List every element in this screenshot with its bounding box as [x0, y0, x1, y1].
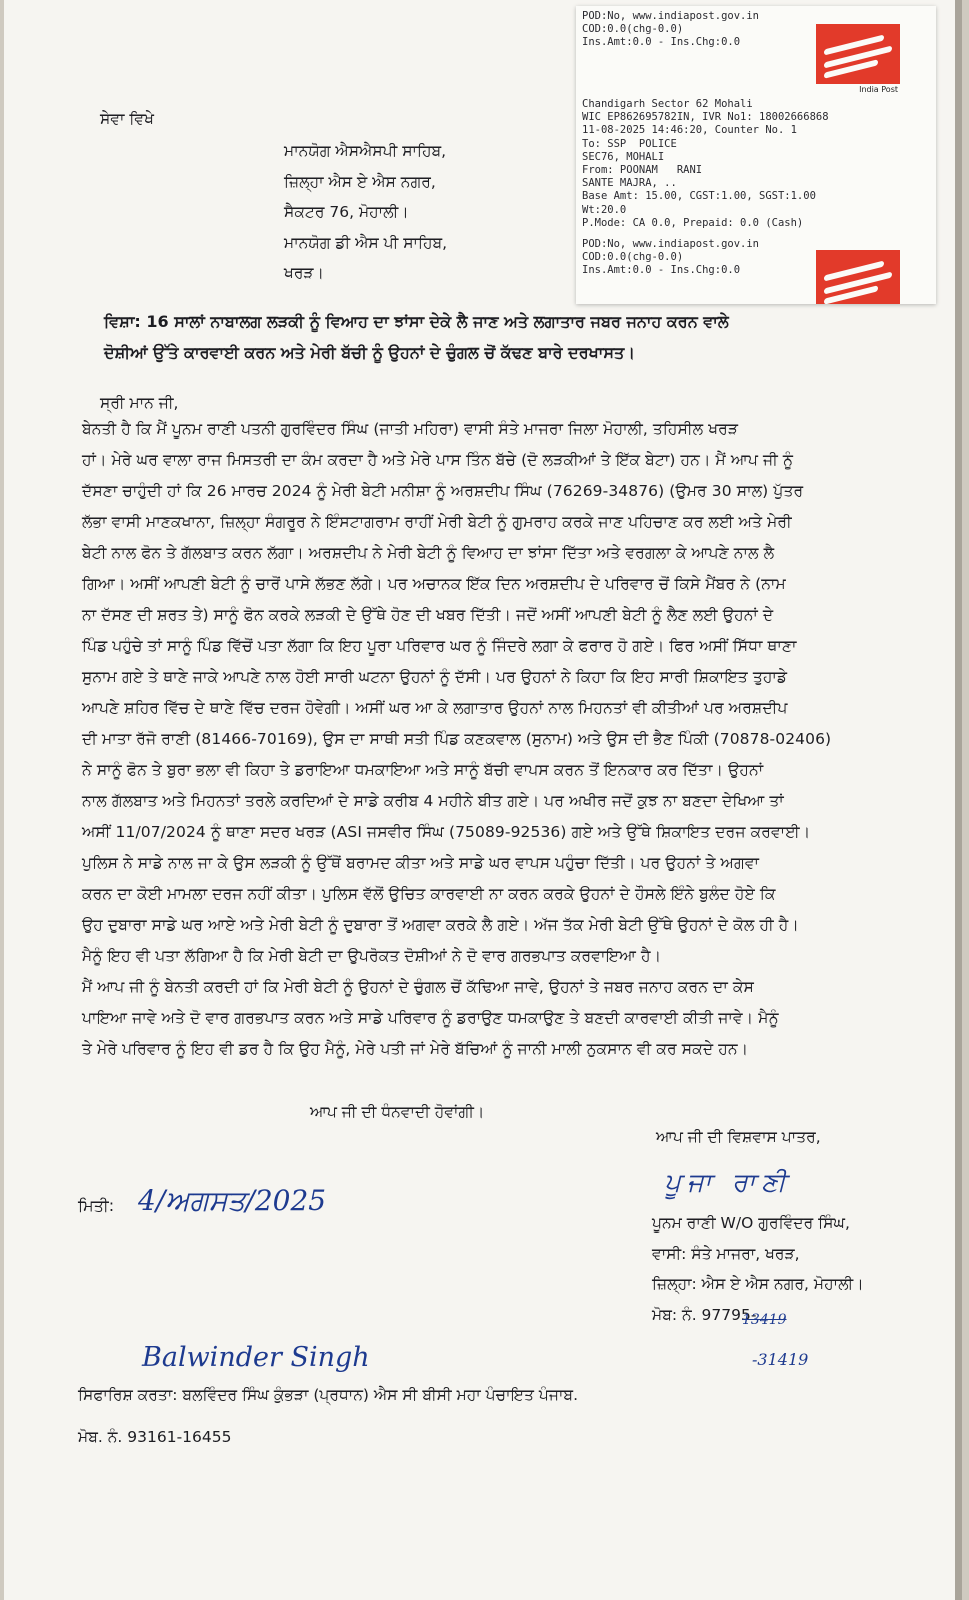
receipt-line: COD:0.0(chg-0.0) — [582, 23, 684, 36]
phone-struck-digits: 13419 — [742, 1312, 787, 1328]
body-line: ਦੱਸਣਾ ਚਾਹੁੰਦੀ ਹਾਂ ਕਿ 26 ਮਾਰਚ 2024 ਨੂੰ ਮੇਰੀ ਬੇਟੀ ਮਨੀਸ਼ਾ ਨੂੰ ਅਰਸ਼ਦੀਪ ਸਿੰਘ (76269-34876) (ਉਮਰ 30 ਸਾਲ) ਪੁੱਤਰ — [82, 482, 804, 500]
receipt-bottom-block — [582, 238, 759, 278]
body-line: ਲੱਭਾ ਵਾਸੀ ਮਾਣਕਖਾਨਾ, ਜ਼ਿਲ੍ਹਾ ਸੰਗਰੂਰ ਨੇ ਇੰਸਟਾਗਰਾਮ ਰਾਹੀਂ ਮੇਰੀ ਬੇਟੀ ਨੂੰ ਗੁਮਰਾਹ ਕਰਕੇ ਜਾਣ ਪਹਿਚਾਣ ਕਰ ਲਈ ਅਤੇ ਮੇਰੀ — [82, 513, 792, 531]
body-line: ਕਰਨ ਦਾ ਕੋਈ ਮਾਮਲਾ ਦਰਜ ਨਹੀਂ ਕੀਤਾ। ਪੁਲਿਸ ਵੱਲੋਂ ਉਚਿਤ ਕਾਰਵਾਈ ਨਾ ਕਰਨ ਕਰਕੇ ਉਹਨਾਂ ਦੇ ਹੌਸਲੇ ਇੰਨੇ ਬੁਲੰਦ ਹੋਏ ਕਿ — [82, 885, 776, 903]
body-line: ਬੇਨਤੀ ਹੈ ਕਿ ਮੈਂ ਪੂਨਮ ਰਾਣੀ ਪਤਨੀ ਗੁਰਵਿੰਦਰ ਸਿੰਘ (ਜਾਤੀ ਮਹਿਰਾ) ਵਾਸੀ ਸੰਤੇ ਮਾਜਰਾ ਜਿਲਾ ਮੋਹਾਲੀ, ਤਹਿਸੀਲ ਖਰੜ — [82, 420, 739, 438]
receipt-line: Chandigarh Sector 62 Mohali — [582, 98, 753, 110]
body-line: ਨੇ ਸਾਨੂੰ ਫੋਨ ਤੇ ਬੁਰਾ ਭਲਾ ਵੀ ਕਿਹਾ ਤੇ ਡਰਾਇਆ ਧਮਕਾਇਆ ਅਤੇ ਸਾਨੂੰ ਬੱਚੀ ਵਾਪਸ ਕਰਨ ਤੋਂ ਇਨਕਾਰ ਕਰ ਦਿੱਤਾ। ਉਹਨਾਂ — [82, 761, 764, 779]
sender-signature: ਪੂਜਾ ਰਾਣੀ — [664, 1168, 792, 1198]
body-line: ਆਪਣੇ ਸ਼ਹਿਰ ਵਿੱਚ ਦੇ ਥਾਣੇ ਵਿੱਚ ਦਰਜ ਹੋਵੇਗੀ। ਅਸੀਂ ਘਰ ਆ ਕੇ ਲਗਾਤਾਰ ਉਹਨਾਂ ਨਾਲ ਮਿਹਨਤਾਂ ਵੀ ਕੀਤੀਆਂ ਪਰ ਅਰਸ਼ਦੀਪ — [82, 699, 788, 717]
addressee-line: ਮਾਨਯੋਗ ਡੀ ਐਸ ਪੀ ਸਾਹਿਬ, — [284, 233, 448, 252]
receipt-line: From: POONAM RANI — [582, 164, 703, 177]
page-edge-shadow — [955, 0, 962, 1600]
india-post-logo — [816, 24, 900, 96]
sender-line: ਮੋਬ: ਨੰ. 97795- — [652, 1305, 757, 1324]
receipt-line: Wt:20.0 — [582, 203, 627, 216]
body-line: ਹਾਂ। ਮੇਰੇ ਘਰ ਵਾਲਾ ਰਾਜ ਮਿਸਤਰੀ ਦਾ ਕੰਮ ਕਰਦਾ ਹੈ ਅਤੇ ਮੇਰੇ ਪਾਸ ਤਿੰਨ ਬੱਚੇ (ਦੋ ਲੜਕੀਆਂ ਤੇ ਇੱਕ ਬੇਟਾ) ਹਨ। ਮੈਂ ਆਪ ਜੀ ਨੂੰ — [82, 451, 794, 469]
receipt-line: POD:No, www.indiapost.gov.in — [582, 238, 760, 250]
receipt-main-block — [582, 98, 829, 230]
body-line: ਅਸੀਂ 11/07/2024 ਨੂੰ ਥਾਣਾ ਸਦਰ ਖਰੜ (ASI ਜਸਵੀਰ ਸਿੰਘ (75089-92536) ਗਏ ਅਤੇ ਉੱਥੇ ਸ਼ਿਕਾਇਤ ਦਰਜ ਕਰਵਾਈ। — [82, 823, 811, 841]
receipt-line: SEC76, MOHALI — [582, 150, 665, 163]
addressee-line: ਸੈਕਟਰ 76, ਮੋਹਾਲੀ। — [284, 203, 409, 221]
body-line: ਗਿਆ। ਅਸੀਂ ਆਪਣੀ ਬੇਟੀ ਨੂੰ ਚਾਰੋਂ ਪਾਸੇ ਲੱਭਣ ਲੱਗੇ। ਪਰ ਅਚਾਨਕ ਇੱਕ ਦਿਨ ਅਰਸ਼ਦੀਪ ਦੇ ਪਰਿਵਾਰ ਚੋਂ ਕਿਸੇ ਮੈਂਬਰ ਨੇ (ਨਾਮ — [82, 575, 786, 593]
body-line: ਨਾਲ ਗੱਲਬਾਤ ਅਤੇ ਮਿਹਨਤਾਂ ਤਰਲੇ ਕਰਦਿਆਂ ਦੇ ਸਾਡੇ ਕਰੀਬ 4 ਮਹੀਨੇ ਬੀਤ ਗਏ। ਪਰ ਅਖੀਰ ਜਦੋਂ ਕੁਝ ਨਾ ਬਣਦਾ ਦੇਖਿਆ ਤਾਂ — [82, 792, 784, 810]
sender-line: ਪੂਨਮ ਰਾਣੀ W/O ਗੁਰਵਿੰਦਰ ਸਿੰਘ, — [652, 1214, 850, 1232]
receipt-top-block — [582, 10, 759, 50]
phone-correction: -31419 — [752, 1350, 809, 1369]
receipt-line: To: SSP POLICE — [582, 137, 677, 150]
body-line: ਉਹ ਦੁਬਾਰਾ ਸਾਡੇ ਘਰ ਆਏ ਅਤੇ ਮੇਰੀ ਬੇਟੀ ਨੂੰ ਦੁਬਾਰਾ ਤੋਂ ਅਗਵਾ ਕਰਕੇ ਲੈ ਗਏ। ਅੱਜ ਤੱਕ ਮੇਰੀ ਬੇਟੀ ਉੱਥੇ ਉਹਨਾਂ ਦੇ ਕੋਲ ਹੀ ਹੈ। — [82, 916, 799, 934]
receipt-line: WIC EP862695782IN, IVR No1: 18002666868 — [582, 111, 829, 124]
greeting: ਸ੍ਰੀ ਮਾਨ ਜੀ, — [100, 394, 179, 412]
receipt-line: Base Amt: 15.00, CGST:1.00, SGST:1.00 — [582, 190, 816, 203]
addressee-line: ਮਾਨਯੋਗ ਐਸਐਸਪੀ ਸਾਹਿਬ, — [284, 142, 447, 160]
body-line: ਪੁਲਿਸ ਨੇ ਸਾਡੇ ਨਾਲ ਜਾ ਕੇ ਉਸ ਲੜਕੀ ਨੂੰ ਉੱਥੋਂ ਬਰਾਮਦ ਕੀਤਾ ਅਤੇ ਸਾਡੇ ਘਰ ਵਾਪਸ ਪਹੁੰਚਾ ਦਿੱਤੀ। ਪਰ ਉਹਨਾਂ ਤੇ ਅਗਵਾ — [82, 854, 760, 872]
date-handwritten: 4/ਅਗਸਤ/2025 — [138, 1184, 327, 1217]
addressee-line: ਜ਼ਿਲ੍ਹਾ ਐਸ ਏ ਐਸ ਨਗਰ, — [284, 172, 436, 191]
sender-line: ਵਾਸੀ: ਸੰਤੇ ਮਾਜਰਾ, ਖਰੜ, — [652, 1244, 800, 1263]
sender-line: ਜ਼ਿਲ੍ਹਾ: ਐਸ ਏ ਐਸ ਨਗਰ, ਮੋਹਾਲੀ। — [652, 1275, 864, 1293]
body-line: ਮੈਨੂੰ ਇਹ ਵੀ ਪਤਾ ਲੱਗਿਆ ਹੈ ਕਿ ਮੇਰੀ ਬੇਟੀ ਦਾ ਉਪਰੋਕਤ ਦੋਸ਼ੀਆਂ ਨੇ ਦੋ ਵਾਰ ਗਰਭਪਾਤ ਕਰਵਾਇਆ ਹੈ। — [82, 947, 662, 965]
recommender-signature: Balwinder Singh — [142, 1342, 370, 1373]
addressee-line: ਖਰੜ। — [284, 264, 325, 282]
receipt-line: POD:No, www.indiapost.gov.in — [582, 10, 760, 22]
date-label: ਮਿਤੀ: — [78, 1196, 115, 1215]
body-line: ਤੇ ਮੇਰੇ ਪਰਿਵਾਰ ਨੂੰ ਇਹ ਵੀ ਡਰ ਹੈ ਕਿ ਉਹ ਮੈਨੂੰ, ਮੇਰੇ ਪਤੀ ਜਾਂ ਮੇਰੇ ਬੱਚਿਆਂ ਨੂੰ ਜਾਨੀ ਮਾਲੀ ਨੁਕਸਾਨ ਵੀ ਕਰ ਸਕਦੇ ਹਨ। — [82, 1040, 749, 1058]
body-line: ਪਿੰਡ ਪਹੁੰਚੇ ਤਾਂ ਸਾਨੂੰ ਪਿੰਡ ਵਿੱਚੋਂ ਪਤਾ ਲੱਗਾ ਕਿ ਇਹ ਪੂਰਾ ਪਰਿਵਾਰ ਘਰ ਨੂੰ ਜਿੰਦਰੇ ਲਗਾ ਕੇ ਫਰਾਰ ਹੋ ਗਏ। ਫਿਰ ਅਸੀਂ ਸਿੱਧਾ ਥਾਣਾ — [82, 637, 797, 655]
recommender-phone: ਮੋਬ. ਨੰ. 93161-16455 — [78, 1428, 232, 1446]
receipt-line: 11-08-2025 14:46:20, Counter No. 1 — [582, 124, 797, 137]
body-line: ਦੀ ਮਾਤਾ ਰੱਜੋ ਰਾਣੀ (81466-70169), ਉਸ ਦਾ ਸਾਥੀ ਸਤੀ ਪਿੰਡ ਕਣਕਵਾਲ (ਸੁਨਾਮ) ਅਤੇ ਉਸ ਦੀ ਭੈਣ ਪਿੰਕੀ (70878-02406) — [82, 730, 832, 748]
letter-page — [4, 0, 962, 1600]
receipt-line: Ins.Amt:0.0 - Ins.Chg:0.0 — [582, 36, 741, 49]
subject-line: ਵਿਸ਼ਾ: 16 ਸਾਲਾਂ ਨਾਬਾਲਗ ਲੜਕੀ ਨੂੰ ਵਿਆਹ ਦਾ ਝਾਂਸਾ ਦੇਕੇ ਲੈ ਜਾਣ ਅਤੇ ਲਗਾਤਾਰ ਜਬਰ ਜਨਾਹ ਕਰਨ ਵਾਲੇ — [104, 312, 729, 331]
closing-line: ਆਪ ਜੀ ਦੀ ਵਿਸ਼ਵਾਸ ਪਾਤਰ, — [656, 1128, 821, 1146]
body-line: ਬੇਟੀ ਨਾਲ ਫੋਨ ਤੇ ਗੱਲਬਾਤ ਕਰਨ ਲੱਗਾ। ਅਰਸ਼ਦੀਪ ਨੇ ਮੇਰੀ ਬੇਟੀ ਨੂੰ ਵਿਆਹ ਦਾ ਝਾਂਸਾ ਦਿੱਤਾ ਅਤੇ ਵਰਗਲਾ ਕੇ ਆਪਣੇ ਨਾਲ ਲੈ — [82, 544, 775, 562]
recommender-line: ਸਿਫਾਰਿਸ਼ ਕਰਤਾ: ਬਲਵਿੰਦਰ ਸਿੰਘ ਕੁੰਭੜਾ (ਪ੍ਰਧਾਨ) ਐਸ ਸੀ ਬੀਸੀ ਮਹਾ ਪੰਚਾਇਤ ਪੰਜਾਬ. — [78, 1386, 579, 1404]
subject-line: ਦੋਸ਼ੀਆਂ ਉੱਤੇ ਕਾਰਵਾਈ ਕਰਨ ਅਤੇ ਮੇਰੀ ਬੱਚੀ ਨੂੰ ਉਹਨਾਂ ਦੇ ਚੁੰਗਲ ਚੋਂ ਕੱਢਣ ਬਾਰੇ ਦਰਖਾਸਤ। — [104, 342, 636, 362]
receipt-line: P.Mode: CA 0.0, Prepaid: 0.0 (Cash) — [582, 216, 804, 229]
india-post-label: India Post — [859, 84, 898, 94]
body-line: ਮੈਂ ਆਪ ਜੀ ਨੂੰ ਬੇਨਤੀ ਕਰਦੀ ਹਾਂ ਕਿ ਮੇਰੀ ਬੇਟੀ ਨੂੰ ਉਹਨਾਂ ਦੇ ਚੁੰਗਲ ਚੋਂ ਕੱਢਿਆ ਜਾਵੇ, ਉਹਨਾਂ ਤੇ ਜਬਰ ਜਨਾਹ ਕਰਨ ਦਾ ਕੇਸ — [82, 978, 754, 996]
india-post-logo-lower — [816, 250, 900, 304]
body-line: ਸੁਨਾਮ ਗਏ ਤੇ ਥਾਣੇ ਜਾਕੇ ਆਪਣੇ ਨਾਲ ਹੋਈ ਸਾਰੀ ਘਟਨਾ ਉਹਨਾਂ ਨੂੰ ਦੱਸੀ। ਪਰ ਉਹਨਾਂ ਨੇ ਕਿਹਾ ਕਿ ਇਹ ਸਾਰੀ ਸ਼ਿਕਾਇਤ ਤੁਹਾਡੇ — [82, 668, 788, 686]
thanks-line: ਆਪ ਜੀ ਦੀ ਧੰਨਵਾਦੀ ਹੋਵਾਂਗੀ। — [310, 1103, 485, 1121]
postal-receipt — [576, 6, 936, 304]
body-line: ਨਾ ਦੱਸਣ ਦੀ ਸ਼ਰਤ ਤੇ) ਸਾਨੂੰ ਫੋਨ ਕਰਕੇ ਲੜਕੀ ਦੇ ਉੱਥੇ ਹੋਣ ਦੀ ਖਬਰ ਦਿੱਤੀ। ਜਦੋਂ ਅਸੀਂ ਆਪਣੀ ਬੇਟੀ ਨੂੰ ਲੈਣ ਲਈ ਉਹਨਾਂ ਦੇ — [82, 606, 774, 624]
body-line: ਪਾਇਆ ਜਾਵੇ ਅਤੇ ਦੋ ਵਾਰ ਗਰਭਪਾਤ ਕਰਨ ਅਤੇ ਸਾਡੇ ਪਰਿਵਾਰ ਨੂੰ ਡਰਾਉਣ ਧਮਕਾਉਣ ਤੇ ਬਣਦੀ ਕਾਰਵਾਈ ਕੀਤੀ ਜਾਵੇ। ਮੈਨੂੰ — [82, 1009, 779, 1027]
receipt-line: COD:0.0(chg-0.0) — [582, 251, 684, 264]
salutation-to: ਸੇਵਾ ਵਿਖੇ — [100, 110, 154, 128]
receipt-line: Ins.Amt:0.0 - Ins.Chg:0.0 — [582, 264, 741, 277]
receipt-line: SANTE MAJRA, .. — [582, 177, 677, 190]
